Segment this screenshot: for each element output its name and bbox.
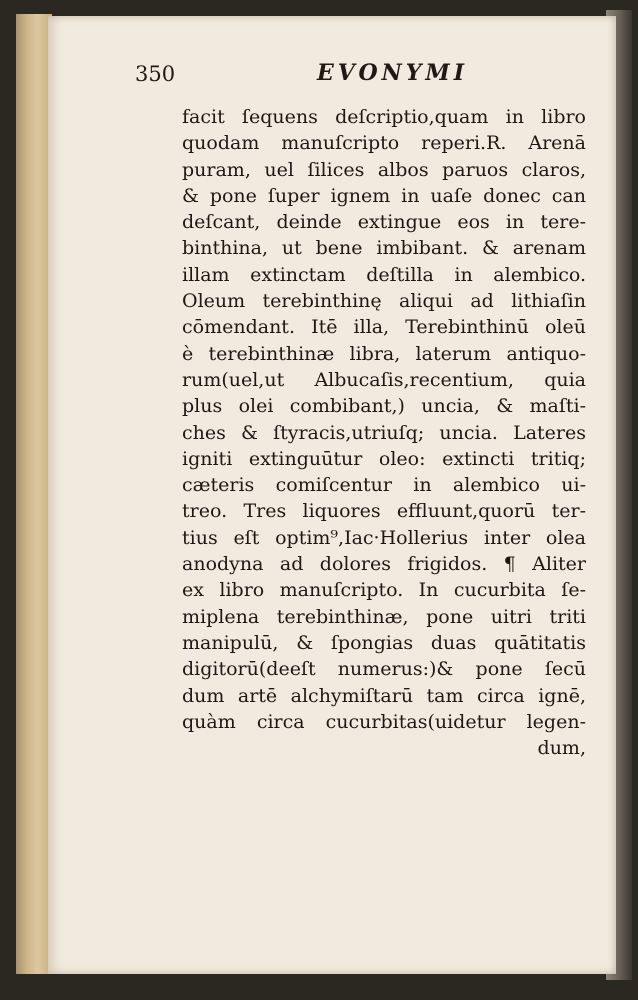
text-line: puram, uel ſilices albos paruos claros, — [182, 158, 586, 181]
text-line: treo. Tres liquores effluunt,quorū ter- — [182, 500, 586, 523]
text-line: manipulū, & ſpongias duas quātitatis — [182, 631, 586, 654]
text-line: dum artē alchymiſtarū tam circa ignē, — [182, 684, 586, 707]
text-line: facit ſequens deſcriptio,quam in libro — [182, 106, 586, 128]
text-line: dum, — [537, 737, 586, 760]
text-line: binthina, ut bene imbibant. & arenam — [182, 237, 586, 260]
text-line: illam extinctam deſtilla in alembico. — [182, 263, 586, 286]
text-line: cōmendant. Itē illa, Terebinthinū oleū — [182, 316, 586, 339]
text-line: cæteris comiſcentur in alembico ui- — [182, 474, 586, 497]
page-header — [135, 58, 575, 92]
text-line: miplena terebinthinæ, pone uitri triti — [182, 605, 586, 628]
text-line: quodam manuſcripto reperi.R. Arenā — [182, 132, 586, 155]
text-line: è terebinthinæ libra, laterum antiquo- — [182, 342, 586, 365]
text-line: Oleum terebinthinę aliqui ad lithiaſin — [182, 290, 586, 313]
page-number: 350 — [135, 62, 176, 86]
page-edges-left — [16, 14, 52, 974]
text-line: plus olei combibant,) uncia, & maſti- — [182, 395, 586, 418]
text-line: quàm circa cucurbitas(uidetur legen- — [182, 710, 586, 733]
text-line: ches & ſtyracis,utriuſq; uncia. Lateres — [182, 421, 586, 444]
text-line: tius eſt optim⁹,Iac·Hollerius inter olea — [182, 526, 586, 549]
body-text — [182, 104, 586, 761]
text-line: rum(uel,ut Albucaſis,recentium, quia — [182, 368, 586, 391]
text-line: & pone ſuper ignem in uaſe donec can — [182, 184, 586, 207]
text-line: digitorū(deeſt numerus:)& pone ſecū — [182, 658, 586, 681]
text-line: ex libro manuſcripto. In cucurbita ſe- — [182, 579, 586, 602]
text-line: igniti extinguūtur oleo: extincti tritiq; — [182, 447, 586, 470]
running-head: EVONYMI — [317, 60, 469, 86]
text-line: anodyna ad dolores frigidos. ¶ Aliter — [182, 553, 586, 576]
text-line: deſcant, deinde extingue eos in tere- — [182, 211, 586, 234]
